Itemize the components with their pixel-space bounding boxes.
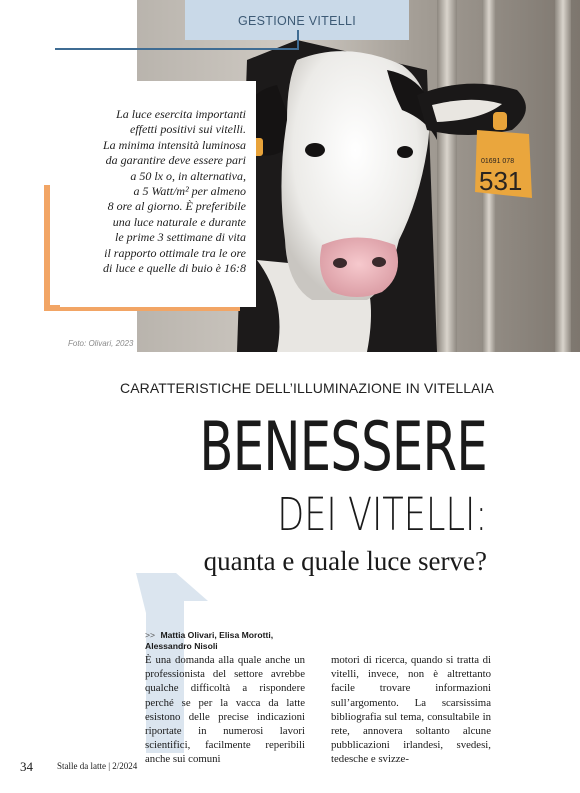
article-kicker: CARATTERISTICHE DELL’ILLUMINAZIONE IN VITELLAIA: [120, 380, 494, 396]
callout-box: [60, 81, 256, 307]
callout-line: 8 ore al giorno. È preferibile: [107, 199, 246, 214]
callout-accent-vertical: [44, 185, 50, 309]
callout-line: a 5 Watt/m² per almeno: [133, 184, 246, 199]
authors-line: Alessandro Nisoli: [145, 640, 218, 651]
body-column-1: [145, 653, 305, 767]
authors-line: Mattia Olivari, Elisa Morotti,: [160, 630, 274, 640]
article-title-line2: DEI VITELLI:: [277, 488, 487, 541]
article-title-line1: BENESSERE: [199, 408, 487, 487]
callout-line: una luce naturale e durante: [112, 214, 246, 229]
ear-tag-code: 01691 078: [481, 158, 515, 165]
header-rule: [55, 48, 299, 50]
callout-line: da garantire deve essere pari: [105, 153, 246, 168]
callout-line: il rapporto ottimale tra le ore: [104, 245, 246, 260]
callout-line: a 50 lx o, in alternativa,: [130, 168, 246, 183]
body-paragraph: motori di ricerca, quando si tratta di vitelli, invece, non è altrettanto facile trovare informazioni sull’argomento. La scarsissima bibliografia sul tema, consultabile in rete, annovera soltanto alcune pubblicazioni irlandesi, svedesi, tedesche e svizze-: [331, 654, 491, 766]
page-number: 34: [20, 759, 33, 774]
callout-line: di luce e quelle di buio è 16:8: [103, 261, 246, 276]
callout-line: le prime 3 settimane di vita: [115, 230, 246, 245]
callout-line: La luce esercita importanti: [116, 107, 246, 121]
body-column-2: [331, 653, 491, 767]
callout-text: [60, 107, 246, 276]
double-arrow-icon: >>: [145, 630, 156, 640]
callout-line: effetti positivi sui vitelli.: [130, 122, 246, 137]
header-rule-tick: [297, 30, 299, 50]
article-authors: [145, 630, 305, 651]
magazine-issue: Stalle da latte | 2/2024: [57, 761, 138, 771]
article-subtitle: quanta e quale luce serve?: [203, 546, 487, 576]
photo-credit: Foto: Olivari, 2023: [68, 339, 134, 348]
section-label: GESTIONE VITELLI: [237, 14, 357, 28]
callout-line: La minima intensità luminosa: [102, 137, 246, 152]
ear-tag-number: 531: [479, 166, 523, 196]
body-paragraph: È una domanda alla quale anche un professionista del settore avrebbe qualche difficoltà a rispondere perché se per la vacca da latte esistono delle precise indicazioni riportate in numerosi lavori scientifici, facilmente reperibili anche sui comuni: [145, 654, 305, 766]
